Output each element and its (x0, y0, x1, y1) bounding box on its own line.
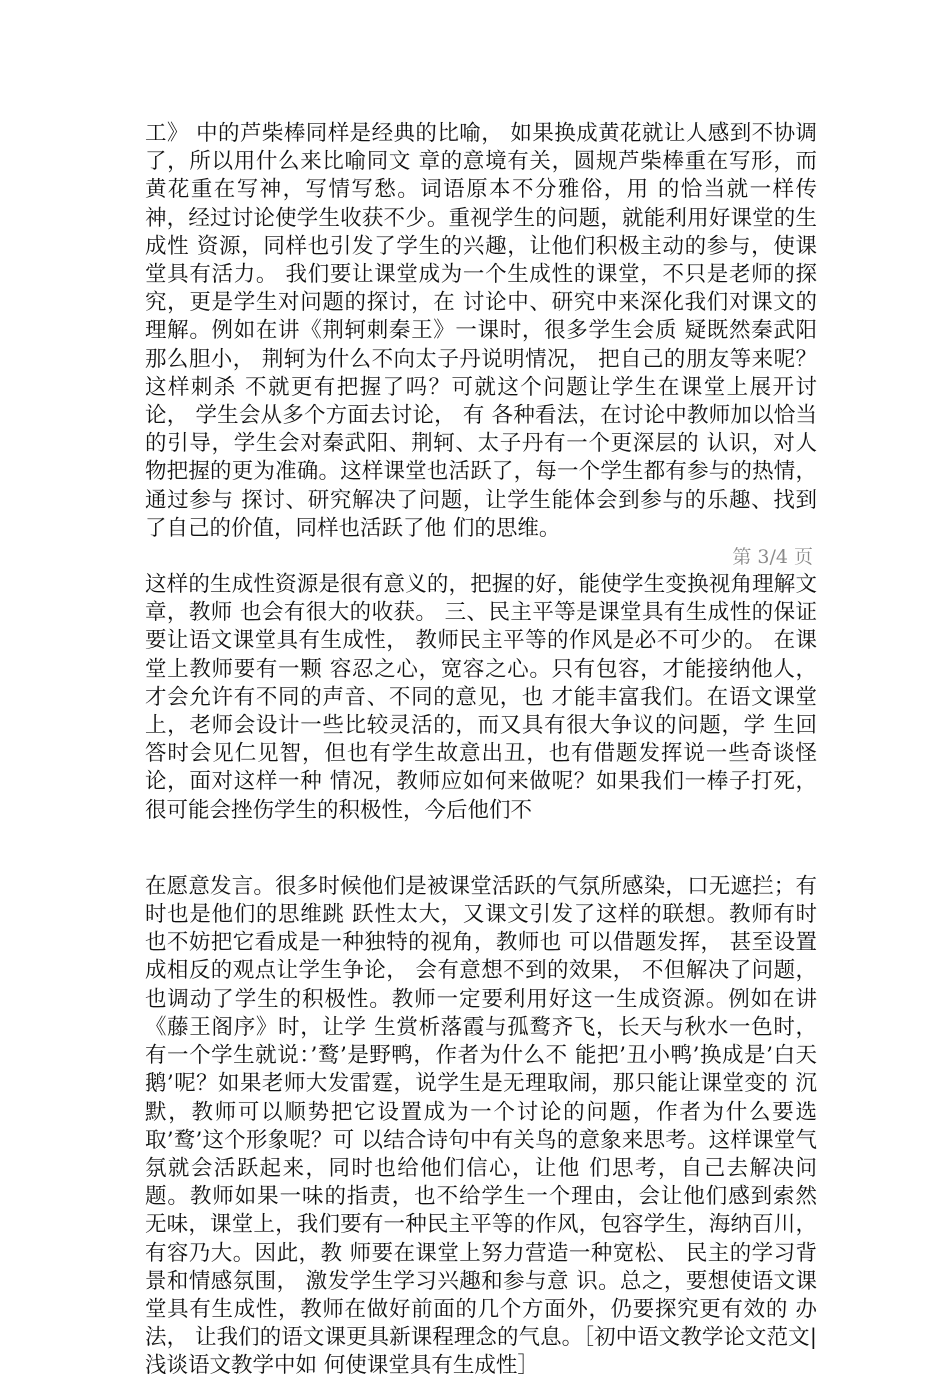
paragraph-1: 工》 中的芦柴棒同样是经典的比喻， 如果换成黄花就让人感到不协调了，所以用什么来比喻同文 章的意境有关，圆规芦柴棒重在写形，而黄花重在写神，写情写愁。词语原本不分雅俗，用 的恰当就一样传神，经过讨论使学生收获不少。重视学生的问题，就能利用好课堂的生成性 资源，同样也引发了学生的兴趣，让他们积极主动的参与，使课堂具有活力。 我们要让课堂成为一个生成性的课堂，不只是老师的探究，更是学生对问题的探讨，在 讨论中、研究中来深化我们对课文的理解。例如在讲《荆轲刺秦王》一课时，很多学生会质 疑既然秦武阳那么胆小， 荆轲为什么不向太子丹说明情况， 把自己的朋友等来呢？这样刺杀 不就更有把握了吗？可就这个问题让学生在课堂上展开讨论， 学生会从多个方面去讨论， 有 各种看法，在讨论中教师加以恰当的引导，学生会对秦武阳、荆轲、太子丹有一个更深层的 认识，对人物把握的更为准确。这样课堂也活跃了，每一个学生都有参与的热情，通过参与 探讨、研究解决了问题，让学生能体会到参与的乐趣、找到了自己的价值，同样也活跃了他 们的思维。 (145, 121, 817, 541)
document-page (145, 120, 817, 1381)
page-break-gap (145, 825, 817, 873)
paragraph-2: 这样的生成性资源是很有意义的，把握的好，能使学生变换视角理解文章，教师 也会有很大的收获。 三、民主平等是课堂具有生成性的保证 要让语文课堂具有生成性， 教师民主平等的作风是必不可少的。 在课堂上教师要有一颗 容忍之心，宽容之心。只有包容，才能接纳他人，才会允许有不同的声音、不同的意见，也 才能丰富我们。在语文课堂上，老师会设计一些比较灵活的，而又具有很大争议的问题，学 生回答时会见仁见智，但也有学生故意出丑，也有借题发挥说一些奇谈怪论，面对这样一种 情况，教师应如何来做呢？如果我们一棒子打死，很可能会挫伤学生的积极性，今后他们不 (145, 572, 817, 823)
paragraph-3: 在愿意发言。很多时候他们是被课堂活跃的气氛所感染，口无遮拦；有时也是他们的思维跳 跃性太大，又课文引发了这样的联想。教师有时也不妨把它看成是一种独特的视角，教师也 可以借题发挥， 甚至设置成相反的观点让学生争论， 会有意想不到的效果， 不但解决了问题， 也调动了学生的积极性。教师一定要利用好这一生成资源。例如在讲《藤王阁序》时，让学 生赏析落霞与孤鹜齐飞，长天与秋水一色时，有一个学生就说：’鹜’是野鸭，作者为什么不 能把’丑小鸭’换成是’白天鹅’呢？如果老师大发雷霆，说学生是无理取闹，那只能让课堂变的 沉默，教师可以顺势把它设置成为一个讨论的问题，作者为什么要选取’鹜’这个形象呢？可 以结合诗句中有关鸟的意象来思考。这样课堂气氛就会活跃起来，同时也给他们信心，让他 们思考，自己去解决问题。教师如果一味的指责，也不给学生一个理由，会让他们感到索然 无味，课堂上，我们要有一种民主平等的作风，包容学生，海纳百川，有容乃大。因此，教 师要在课堂上努力营造一种宽松、 民主的学习背景和情感氛围， 激发学生学习兴趣和参与意 识。总之，要想使语文课堂具有生成性，教师在做好前面的几个方面外，仍要探究更有效的 办法， 让我们的语文课更具新课程理念的气息。［初中语文教学论文范文|浅谈语文教学中如 何使课堂具有生成性］ (145, 873, 817, 1379)
page-number: 第 3/4 页 (732, 546, 813, 569)
